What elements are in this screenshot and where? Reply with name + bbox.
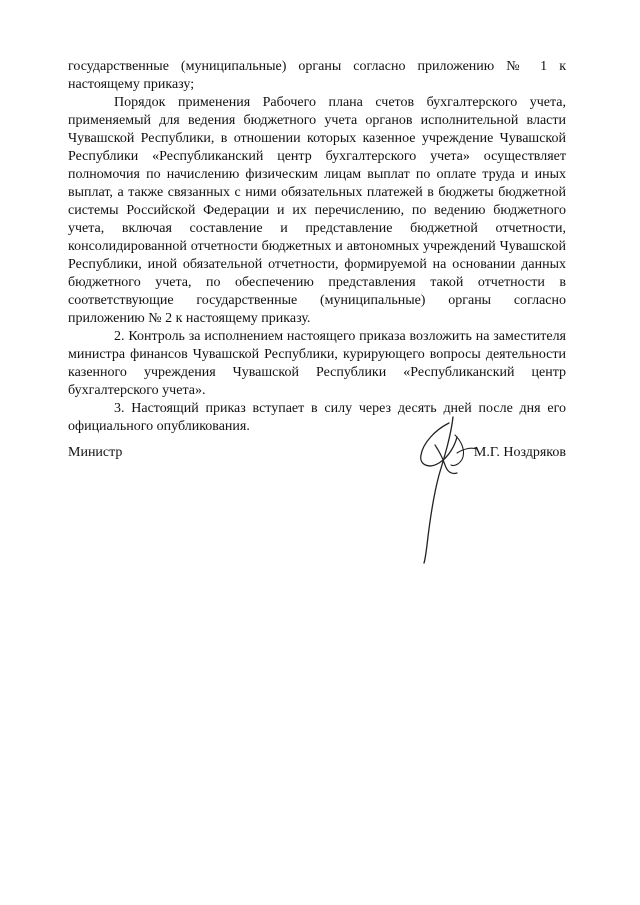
handwritten-signature: [405, 415, 515, 565]
position-title: Министр: [68, 445, 123, 460]
paragraph-effective-date: 3. Настоящий приказ вступает в силу через десять дней после дня его официального опубликования.: [68, 401, 566, 434]
paragraph-procedure: Порядок применения Рабочего плана счетов бухгалтерского учета, применяемый для ведения бюджетного учета органов исполнительной власти Чувашской Республики, в отношении которых казенное учреждение Чувашской Республики «Республиканский центр бухгалтерского учета» осуществляет полномочия по начислению физическим лицам выплат по оплате труда и иных выплат, а также связанных с ними обязательных платежей в бюджеты бюджетной системы Российской Федерации и их перечислению, по ведению бюджетного учета, включая составление и представление бюджетной отчетности, консолидированной отчетности бюджетных и автономных учреждений Чувашской Республики, иной обязательной отчетности, формируемой на основании данных бюджетного учета, по обеспечению представления такой отчетности в соответствующие государственные (муниципальные) органы согласно приложению № 2 к настоящему приказу.: [68, 95, 566, 326]
paragraph-continuation: государственные (муниципальные) органы согласно приложению № 1 к настоящему приказу;: [68, 59, 566, 92]
paragraph-control: 2. Контроль за исполнением настоящего приказа возложить на заместителя министра финансов Чувашской Республики, курирующего вопросы деятельности казенного учреждения Чувашской Республики «Республиканский центр бухгалтерского учета».: [68, 329, 566, 398]
signer-name: М.Г. Ноздряков: [473, 445, 566, 460]
document-body: [68, 58, 566, 436]
